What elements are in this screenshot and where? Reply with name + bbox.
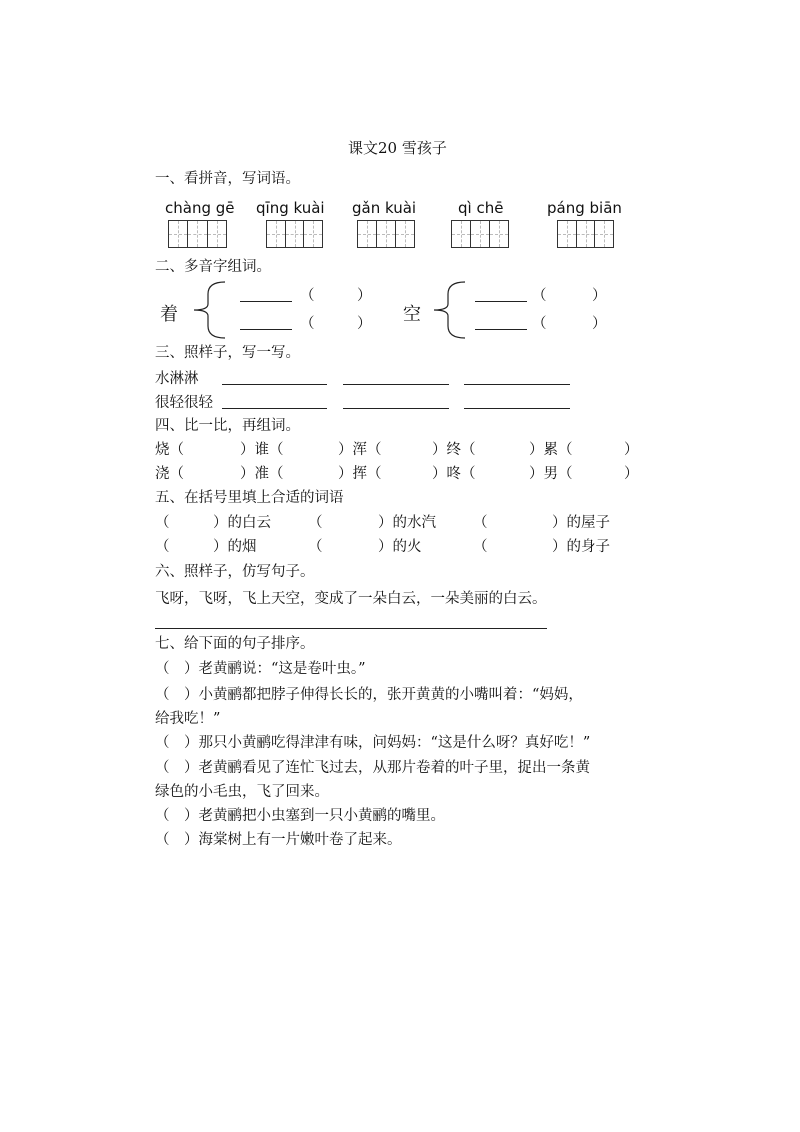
fill-item: ）的屋子 — [552, 515, 610, 531]
answer-line[interactable] — [464, 408, 570, 409]
brace-icon-2 — [430, 280, 470, 340]
section-2-heading: 二、多音字组词。 — [155, 259, 271, 275]
compare-item: 浇（ — [155, 466, 184, 482]
paren-close: ） — [592, 288, 607, 304]
polyphone-char-1: 着 — [160, 304, 178, 325]
answer-line[interactable] — [475, 329, 527, 330]
writing-grid-2[interactable] — [266, 220, 323, 248]
section-3-heading: 三、照样子，写一写。 — [155, 345, 300, 361]
compare-item: ）挥（ — [338, 466, 382, 482]
compare-item: ）咚（ — [432, 466, 476, 482]
answer-line[interactable] — [464, 384, 570, 385]
pinyin-5: páng biān — [547, 199, 622, 217]
paren-close: ） — [357, 316, 372, 332]
answer-line[interactable] — [222, 384, 327, 385]
pinyin-3: gǎn kuài — [352, 199, 417, 217]
writing-grid-1[interactable] — [168, 220, 227, 248]
fill-item: （ — [308, 539, 323, 555]
answer-line[interactable] — [475, 301, 527, 302]
fill-item: ）的水汽 — [378, 515, 436, 531]
writing-grid-4[interactable] — [451, 220, 509, 248]
compare-item: ）准（ — [240, 466, 284, 482]
answer-line[interactable] — [343, 384, 449, 385]
paren-open: （ — [300, 288, 315, 304]
fill-item: （ — [155, 515, 170, 531]
paren-close: ） — [592, 316, 607, 332]
compare-item: ）累（ — [529, 442, 573, 458]
compare-item: 烧（ — [155, 442, 184, 458]
section-4-heading: 四、比一比，再组词。 — [155, 418, 300, 434]
fill-item: （ — [155, 539, 170, 555]
compare-item: ）浑（ — [338, 442, 382, 458]
compare-item: ）终（ — [432, 442, 476, 458]
sentence-item: （ ）老黄鹂说：“这是卷叶虫。” — [155, 661, 366, 677]
answer-line[interactable] — [240, 301, 292, 302]
sentence-item-cont: 绿色的小毛虫，飞了回来。 — [155, 784, 329, 800]
brace-icon-1 — [190, 280, 230, 340]
pinyin-2: qīng kuài — [256, 199, 325, 217]
fill-item: （ — [473, 539, 488, 555]
compare-item: ） — [624, 442, 639, 458]
answer-line[interactable] — [155, 628, 547, 629]
answer-line[interactable] — [343, 408, 449, 409]
fill-item: ）的烟 — [213, 539, 257, 555]
sentence-item: （ ）老黄鹂把小虫塞到一只小黄鹂的嘴里。 — [155, 808, 445, 824]
fill-item: ）的白云 — [213, 515, 271, 531]
sentence-item: （ ）那只小黄鹂吃得津津有味，问妈妈：“这是什么呀？真好吃！” — [155, 735, 591, 751]
sentence-item: （ ）老黄鹂看见了连忙飞过去，从那片卷着的叶子里，捉出一条黄 — [155, 760, 590, 776]
answer-line[interactable] — [240, 329, 292, 330]
answer-line[interactable] — [222, 408, 327, 409]
fill-item: （ — [473, 515, 488, 531]
section-6-heading: 六、照样子，仿写句子。 — [155, 564, 315, 580]
section-5-heading: 五、在括号里填上合适的词语 — [155, 490, 344, 506]
writing-grid-5[interactable] — [557, 220, 614, 248]
compare-item: ）男（ — [529, 466, 573, 482]
section-7-heading: 七、给下面的句子排序。 — [155, 636, 315, 652]
example-word-1: 水淋淋 — [155, 371, 199, 387]
polyphone-char-2: 空 — [403, 304, 421, 325]
paren-open: （ — [532, 288, 547, 304]
paren-close: ） — [357, 288, 372, 304]
sentence-item: （ ）小黄鹂都把脖子伸得长长的，张开黄黄的小嘴叫着：“妈妈， — [155, 687, 583, 703]
paren-open: （ — [532, 316, 547, 332]
fill-item: （ — [308, 515, 323, 531]
fill-item: ）的身子 — [552, 539, 610, 555]
compare-item: ） — [624, 466, 639, 482]
page-title: 课文20 雪孩子 — [348, 139, 447, 157]
writing-grid-3[interactable] — [357, 220, 415, 248]
fill-item: ）的火 — [378, 539, 422, 555]
section-1-heading: 一、看拼音，写词语。 — [155, 171, 300, 187]
pinyin-1: chàng gē — [165, 199, 235, 217]
pinyin-4: qì chē — [458, 199, 504, 217]
sentence-item-cont: 给我吃！” — [155, 711, 221, 727]
paren-open: （ — [300, 316, 315, 332]
example-word-2: 很轻很轻 — [155, 395, 213, 411]
sentence-item: （ ）海棠树上有一片嫩叶卷了起来。 — [155, 832, 402, 848]
compare-item: ）谁（ — [240, 442, 284, 458]
example-sentence: 飞呀，飞呀，飞上天空，变成了一朵白云，一朵美丽的白云。 — [155, 591, 547, 607]
